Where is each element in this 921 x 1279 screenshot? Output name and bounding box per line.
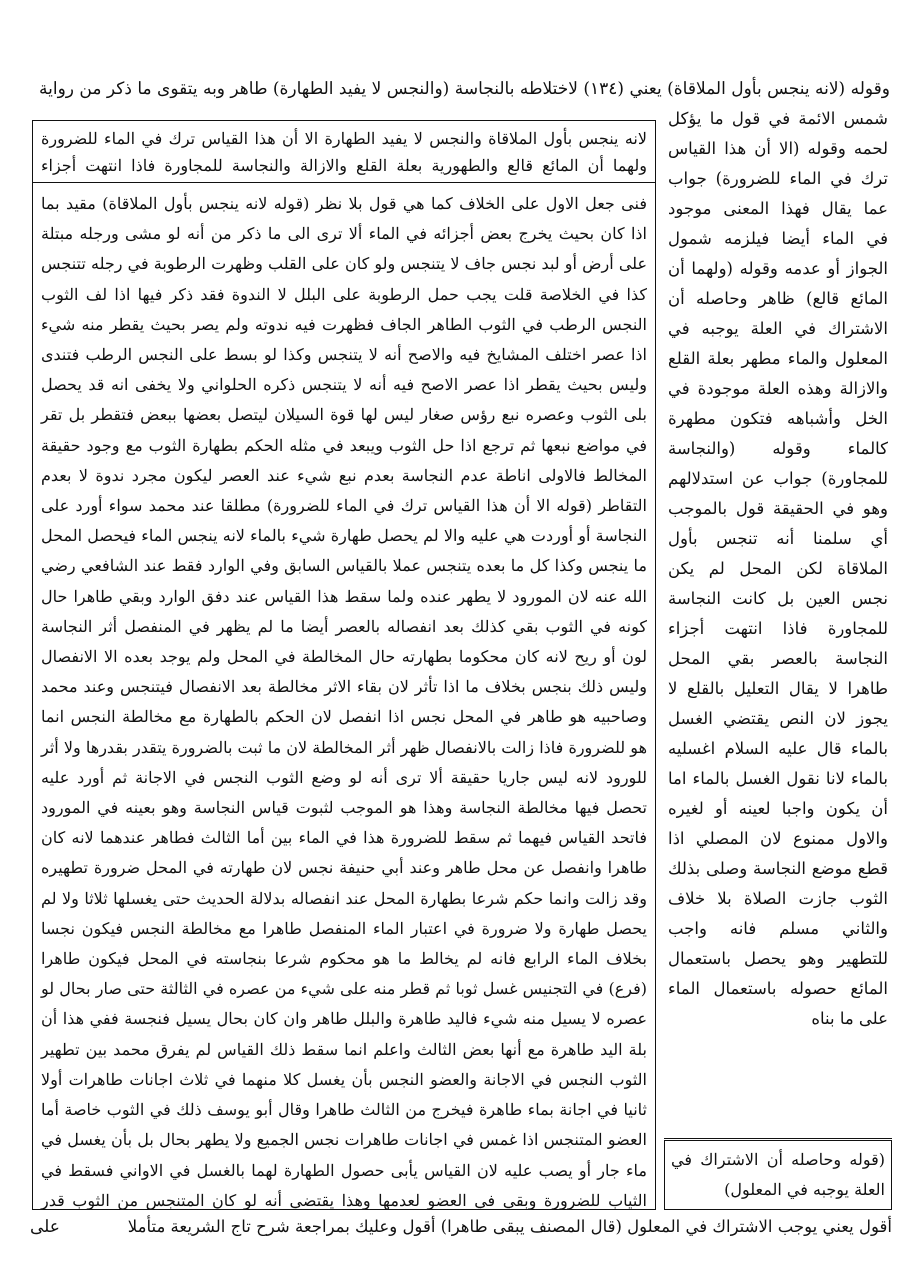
header-text: وقوله (لانه ينجس بأول الملاقاة) يعني (١٣٤) لاختلاطه بالنجاسة (والنجس لا يفيد الطهارة) طاهر وبه يتقوى ما ذكر من رواية	[39, 79, 890, 99]
margin-text: شمس الائمة في قول ما يؤكل لحمه وقوله (الا أن هذا القياس ترك في الماء للضرورة) جواب عما يقال فهذا المعنى موجود في الماء أيضا فيلزمه شمول الجواز أو عدمه وقوله (ولهما أن المائع قالع) ظاهر وحاصله أن الاشتراك في العلة يوجبه في المعلول والماء مطهر بعلة القلع والازالة وهذه العلة موجودة في الخل وأشباهه فتكون مطهرة كالماء وقوله (والنجاسة للمجاورة) جواب عن استدلالهم وهو في الحقيقة قول بالموجب أي سلمنا أنه تنجس بأول الملاقاة لكن المحل لم يكن نجس العين بل كانت النجاسة للمجاورة فاذا انتهت أجزاء النجاسة بالعصر بقي المحل طاهرا لا يقال التعليل بالقلع لا يجوز لان النص يقتضي الغسل بالماء قال عليه السلام اغسليه بالماء لانا نقول الغسل بالماء اما أن يكون واجبا لعينه أو لغيره والاول ممنوع لان المصلي اذا قطع موضع النجاسة وصلى بذلك الثوب جازت الصلاة بلا خلاف والثاني مسلم فانه واجب للتطهير وهو يحصل باستعمال المائع حصوله باستعمال الماء على ما بناه	[668, 109, 888, 1028]
page-header	[30, 74, 890, 104]
commentary-paragraph: فنى جعل الاول على الخلاف كما هي قول بلا نظر (قوله لانه ينجس بأول الملاقاة) مقيد بما اذا كان بحيث يخرج بعض أجزائه في الماء ألا ترى الى ما ذكر من أنه لو مشى ورجله مبتلة على أرض أو لبد نجس جاف لا يتنجس ولو كان على القلب وظهرت الرطوبة في رجله تتنجس كذا في الخلاصة قلت يجب حمل الرطوبة على البلل لا الندوة فقد ذكر فيها اذا لف الثوب النجس الرطب في الثوب الطاهر الجاف فظهرت فيه ندوته ولم يصر بحيث يقطر منه شيء اذا عصر اختلف المشايخ فيه والاصح أنه لا يتنجس وكذا لو بسط على النجس الرطب فتندى وليس بحيث يقطر اذا عصر الاصح فيه أنه لا يتنجس ذكره الحلواني ولا يخفى انه قد يحصل بلى الثوب وعصره نبع رؤس صغار ليس لها قوة السيلان ليتصل بعضها ببعض فتقطر بل تقر في مواضع نبعها ثم ترجع اذا حل الثوب ويبعد في مثله الحكم بطهارة الثوب مع وجود حقيقة المخالط فالاولى اناطة عدم النجاسة بعدم نبع شيء عند العصر ليكون مجرد ندوة لا بعدم التقاطر (قوله الا أن هذا القياس ترك في الماء للضرورة) مطلقا عند محمد سواء أورد على النجاسة أو أوردت هي عليه والا لم يحصل طهارة شيء بالماء لانه ينجس الماء فيحصل المحل ما ينجس وكذا كل ما بعده يتنجس عملا بالقياس السابق وفي الوارد فقط عند الشافعي رضي الله عنه لان المورود لا يطهر عنده ولما سقط هذا القياس عند دفق الوارد وبقي طاهرا حال كونه في الثوب بقي كذلك بعد انفصاله بالعصر أيضا ما لم يظهر في المنفصل أثر النجاسة لون أو ريح لانه كان محكوما بطهارته حال المخالطة في المحل ولم يوجد بعده الا الانفصال وليس ذلك بنجس بخلاف ما اذا تأثر لان بقاء الاثر مخالطة بعد الانفصال فيتنجس وعند محمد وصاحبيه هو طاهر في المحل نجس اذا انفصل لان الحكم بالطهارة مع مخالطة النجس انما هو للضرورة فاذا زالت بالانفصال ظهر أثر المخالطة لان ما ثبت بالضرورة يتقدر بقدرها ولا أثر للورود لانه ليس جاريا حقيقة ألا ترى أنه لو وضع الثوب النجس في الاجانة ثم أورد عليه تحصل فيها مخالطة النجاسة وهذا هو الموجب لثبوت قياس النجاسة وهو بعينه في المورود فاتحد القياس فيهما ثم سقط للضرورة هذا في الماء بين أما الثالث فطاهر عندهما لانه كان طاهرا وانفصل عن محل طاهر وعند أبي حنيفة نجس لان طهارته في المحل ضرورة تطهيره وقد زالت وانما حكم شرعا بطهارة المحل عند انفصاله بدلالة الحديث حتى يغسلها ثلاثا ولا لم يحصل طهارة ولا ضرورة في اعتبار الماء المنفصل طاهرا مع مخالطة النجس فيكون نجسا بخلاف الماء الرابع فانه لم يخالط ما هو محكوم شرعا بنجاسته في المحل فيكون طاهرا (فرع) في التجنيس غسل ثوبا ثم قطر منه على شيء من عصره في الثالثة حتى صار بحال لو عصره لا يسيل منه شيء فاليد طاهرة والبلل طاهر وان كان بحال يسيل فنجسة ففي هذا أن بلة اليد طاهرة مع أنها بعض الثالث واعلم انما سقط ذلك القياس لم يفرق محمد بين تطهير الثوب النجس في الاجانة والعضو النجس بأن يغسل كلا منهما في ثلاث اجانات طاهرات أولا ثانيا في اجانة بماء طاهرة فيخرج من الثالث طاهرا وقال أبو يوسف ذلك في الثوب خاصة أما العضو المتنجس اذا غمس في اجانات طاهرات نجس الجميع ولا يطهر بحال بل بأن يغسل في ماء جار أو يصب عليه لان القياس يأبى حصول الطهارة لهما بالغسل في الاواني فسقط في الثياب للضرورة وبقي في العضو لعدمها وهذا يقتضي أنه لو كان المتنجس من الثوب قدر	[41, 194, 648, 1209]
matn-block	[33, 121, 655, 183]
margin-note-text: (قوله وحاصله أن الاشتراك في العلة يوجبه في المعلول)	[671, 1150, 885, 1199]
footer-note: أقول يعني يوجب الاشتراك في المعلول (قال المصنف يبقى طاهرا) أقول وعليك بمراجعة شرح تاج الشريعة متأملا	[127, 1217, 892, 1236]
matn-text: لانه ينجس بأول الملاقاة والنجس لا يفيد الطهارة الا أن هذا القياس ترك في الماء للضرورة ولهما أن المائع قالع والطهورية بعلة القلع والازالة والنجاسة للمجاورة فاذا انتهت أجزاء	[41, 129, 647, 175]
catchword: على	[30, 1217, 60, 1237]
page-footer	[30, 1212, 892, 1242]
margin-note-box	[664, 1140, 892, 1210]
margin-divider	[664, 1138, 892, 1139]
main-text-frame	[32, 120, 656, 1210]
margin-commentary	[664, 104, 892, 1140]
commentary-block	[33, 187, 655, 1209]
